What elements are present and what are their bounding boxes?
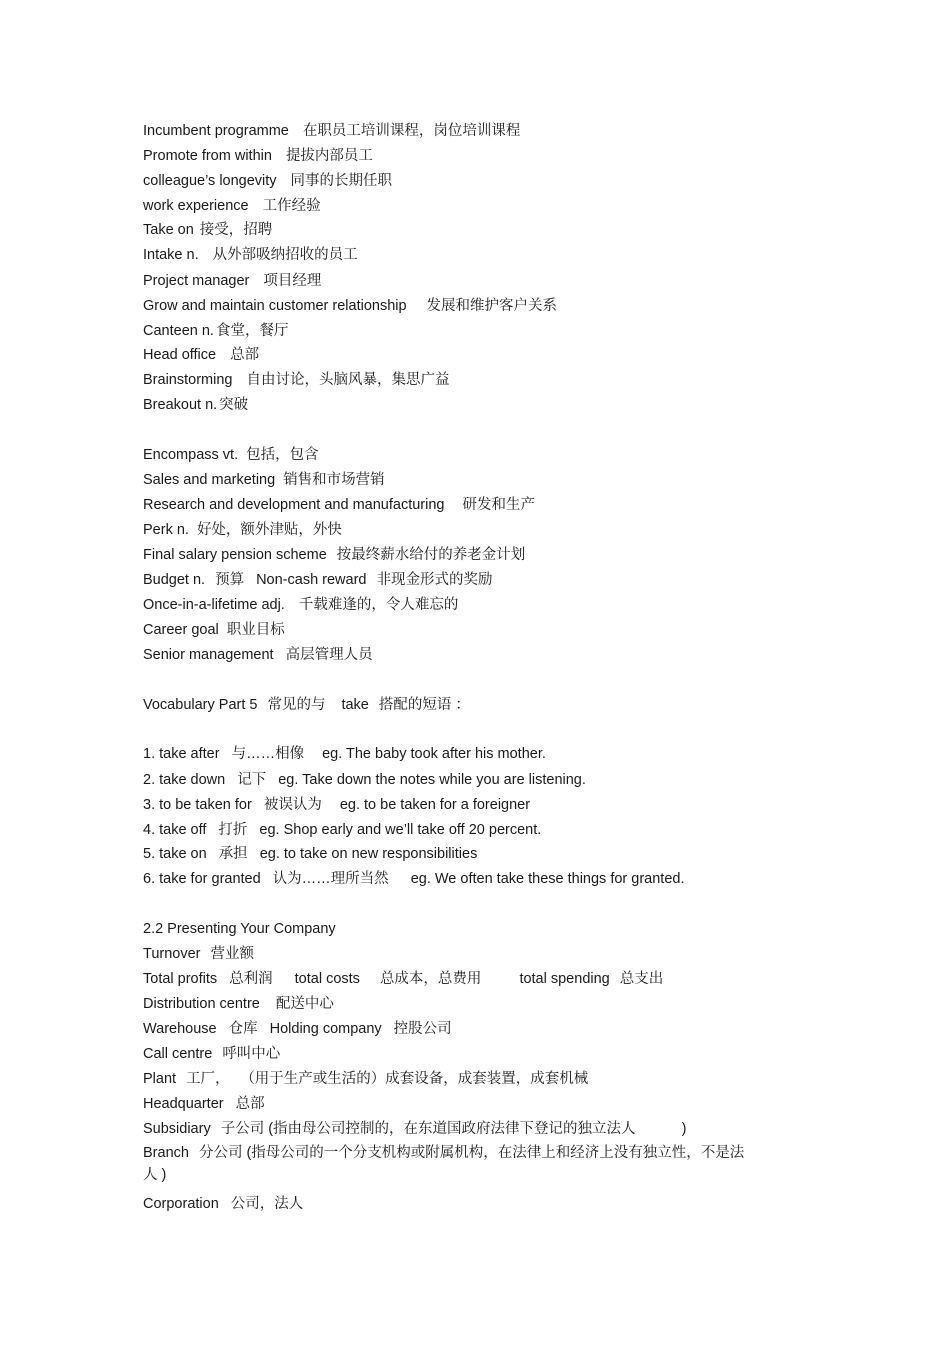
vocab-entry: Plant 工厂， （用于生产或生活的）成套设备，成套装置，成套机械 [143,1071,589,1087]
vocab-entry: Project manager 项目经理 [143,273,322,289]
vocab-entry: Head office 总部 [143,347,260,363]
vocab-entry: Budget n. 预算 Non-cash reward 非现金形式的奖励 [143,572,493,588]
section-heading: Vocabulary Part 5 常见的与 take 搭配的短语 ： [143,697,470,713]
vocab-entry: Call centre 呼叫中心 [143,1046,281,1062]
vocab-entry: Sales and marketing 销售和市场营销 [143,472,385,488]
vocab-entry: Brainstorming 自由讨论，头脑风暴，集思广益 [143,372,450,388]
vocab-entry: Once-in-a-lifetime adj. 千载难逢的，令人难忘的 [143,597,459,613]
vocab-entry: Headquarter 总部 [143,1096,265,1112]
vocab-entry: Career goal 职业目标 [143,622,285,638]
vocab-entry: Final salary pension scheme 按最终薪水给付的养老金计划 [143,547,526,563]
vocab-entry: Subsidiary 子公司 (指由母公司控制的，在东道国政府法律下登记的独立法人 ) [143,1121,687,1137]
vocab-entry: Canteen n. 食堂，餐厅 [143,323,289,339]
vocab-entry: Incumbent programme 在职员工培训课程，岗位培训课程 [143,123,521,139]
list-item: 2. take down 记下 eg. Take down the notes while you are listening. [143,772,586,788]
vocab-entry: Warehouse 仓库 Holding company 控股公司 [143,1021,452,1037]
vocab-entry: Take on 接受，招聘 [143,222,273,238]
vocab-entry: Research and development and manufacturing 研发和生产 [143,497,535,513]
vocab-entry: Corporation 公司，法人 [143,1196,304,1212]
list-item: 5. take on 承担 eg. to take on new responsibilities [143,846,478,862]
vocab-entry: Turnover 营业额 [143,946,254,962]
vocab-entry: Total profits 总利润 total costs 总成本，总费用 total spending 总支出 [143,971,664,987]
vocab-entry: Breakout n. 突破 [143,397,249,413]
section-heading: 2.2 Presenting Your Company [143,921,336,937]
vocab-entry: work experience 工作经验 [143,198,321,214]
vocab-entry: Intake n. 从外部吸纳招收的员工 [143,247,358,263]
vocab-entry: Encompass vt. 包括，包含 [143,447,319,463]
vocab-entry: Promote from within 提拔内部员工 [143,148,373,164]
list-item: 6. take for granted 认为……理所当然 eg. We often take these things for granted. [143,871,685,887]
list-item: 4. take off 打折 eg. Shop early and we’ll take off 20 percent. [143,822,542,838]
vocab-entry: Senior management 高层管理人员 [143,647,373,663]
list-item: 1. take after 与……相像 eg. The baby took after his mother. [143,746,546,762]
vocab-entry: Grow and maintain customer relationship 发展和维护客户关系 [143,298,558,314]
vocab-entry: colleague’s longevity 同事的长期任职 [143,173,393,189]
vocab-entry: Distribution centre 配送中心 [143,996,334,1012]
vocab-entry: Branch 分公司 (指母公司的一个分支机构或附属机构，在法律上和经济上没有独立性，不是法人 ) [143,1145,745,1183]
list-item: 3. to be taken for 被误认为 eg. to be taken for a foreigner [143,797,531,813]
vocab-entry: Perk n. 好处，额外津贴，外快 [143,522,342,538]
